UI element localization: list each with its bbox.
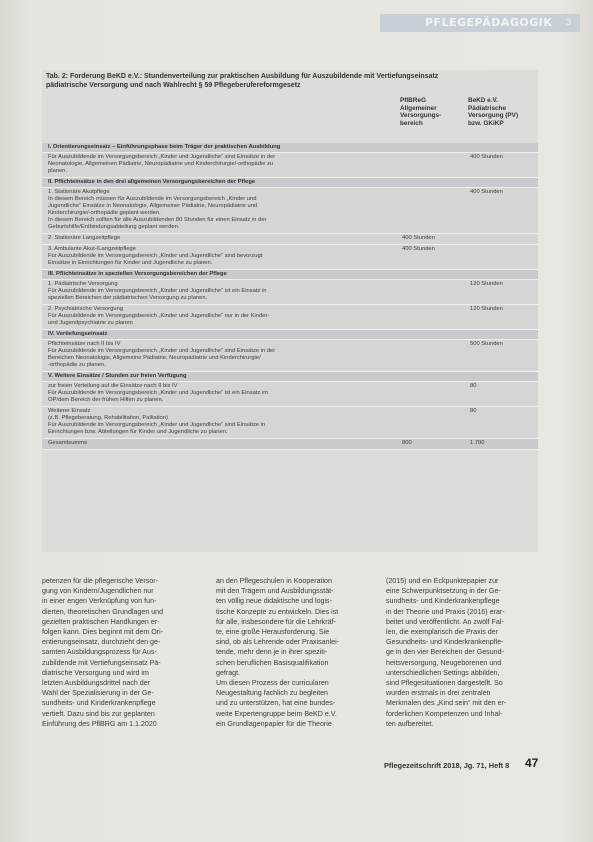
- general-hours: 400 Stunden: [402, 246, 435, 252]
- section-title: PFLEGEPÄDAGOGIK: [425, 16, 553, 29]
- row-line: OP/dem Bereich der frühen Hilfen zu planen.: [48, 397, 164, 403]
- row-line: Für Auszubildende im Versorgungsbereich „Kinder und Jugendliche“ nur in der Kinder-: [48, 313, 270, 319]
- row-description: [48, 235, 428, 242]
- text-line: ten völlig neue didaktische und logis-: [216, 597, 332, 606]
- table-row: [42, 280, 538, 304]
- row-line: Für Auszubildende im Versorgungsbereich „Kinder und Jugendliche“ sind Einsätze in der: [48, 348, 276, 354]
- row-line: Geburtshilfe/Entbindungsabteilung geplant werden.: [48, 224, 180, 230]
- row-line: 1. Pädiatrische Versorgung: [48, 281, 118, 287]
- text-line: ge in den vier Bereichen der Gesund-: [386, 648, 504, 657]
- text-line: dierten, theoretischen Grundlagen und: [42, 607, 164, 616]
- column-header-pediatric: [468, 97, 518, 127]
- text-line: heitsversorgung, Neugeborenen und: [386, 658, 502, 667]
- table-row: [42, 153, 538, 177]
- text-line: und zu unterstützen, hat eine bundes-: [216, 699, 336, 708]
- row-line: Einsätze in Einrichtungen für Kinder und Jugendliche zu planen.: [48, 260, 213, 266]
- table-section-row: [42, 270, 538, 279]
- row-line: 2. Stationäre Langzeitpflege: [48, 235, 121, 241]
- text-line: sundheits- und Kinderkrankenpflege: [386, 597, 500, 606]
- row-line: Jugendliche“ Einsätze in Neonatologie, Allgemeiner Pädiatrie, Neuropädiatrie und: [48, 203, 258, 209]
- text-line: beitet und veröffentlicht. An zwölf Fal-: [386, 617, 504, 626]
- page-marker: 3: [566, 17, 572, 27]
- text-line: Merkmalen des „Kind sein“ mit den er-: [386, 699, 507, 708]
- text-line: letzten Ausbildungsdrittel nach der: [42, 679, 151, 688]
- row-line: Weiterer Einsatz: [48, 408, 91, 414]
- text-line: tende, mehr denn je in ihrer speziti-: [216, 648, 328, 657]
- text-line: diatrische Versorgung und wird im: [42, 668, 149, 677]
- text-line: gung von Kindern/Jugendlichen nur: [42, 587, 154, 596]
- row-line: und Jugendpsychiatrie zu planen: [48, 320, 133, 326]
- column-header-line: Pädiatrische: [468, 104, 507, 112]
- text-line: sundheits- und Kinderkrankenpflege: [42, 699, 156, 708]
- text-line: Um diesen Prozess der curricularen: [216, 679, 329, 688]
- row-line: Kinderchirurgie/-orthopädie geplant werden.: [48, 210, 161, 216]
- column-header-line: Versorgung (PV): [468, 112, 519, 119]
- page-number: 47: [525, 756, 539, 770]
- text-line: ten aufbereitet.: [386, 719, 434, 728]
- text-line: samten Ausbildungsprozess für Aus-: [42, 648, 157, 657]
- row-line: Bereichen Neonatologie, Allgemeine Pädiatrie, Neuropädiatrie und Kinderchirurgie/: [48, 355, 261, 361]
- row-description: [48, 154, 428, 175]
- table-row: [42, 234, 538, 244]
- row-description: [48, 440, 428, 447]
- row-line: III. Pflichteinsätze in speziellen Versorgungsbereichen der Pflege: [48, 271, 227, 277]
- row-line: Für Auszubildende im Versorgungsbereich „Kinder und Jugendliche“ ist ein Einsatz im: [48, 390, 269, 396]
- row-line: Pflichteinsätze nach II bis IV: [48, 341, 121, 347]
- row-line: (z.B. Pflegeberatung, Rehabilitation, Palliation): [48, 415, 168, 421]
- text-line: zubildende mit Vertiefungseinsatz Pä-: [42, 658, 161, 667]
- row-line: IV. Vertiefungseinsatz: [48, 331, 108, 337]
- table-total-row: [42, 439, 538, 449]
- row-line: -orthopädie zu planen.: [48, 362, 106, 368]
- text-line: petenzen für die pflegerische Versor-: [42, 577, 158, 585]
- row-line: II. Pflichteinsätze in den drei allgemeinen Versorgungsbereichen der Pflege: [48, 179, 256, 185]
- text-line: wurden erstmals in drei zentralen: [386, 689, 491, 698]
- text-line: folgen kann. Dies beginnt mit dem Ori-: [42, 628, 164, 637]
- table-caption: [46, 72, 534, 90]
- row-line: 1. Stationäre Akutpflege: [48, 189, 110, 195]
- pediatric-hours: 400 Stunden: [470, 154, 503, 160]
- text-column-3: [386, 576, 544, 729]
- journal-citation: Pflegezeitschrift 2018, Jg. 71, Heft 8: [384, 761, 510, 770]
- text-line: in einer engen Verknüpfung von fun-: [42, 597, 157, 606]
- general-hours: 400 Stunden: [402, 235, 435, 241]
- text-line: in der Theorie und Praxis (2016) erar-: [386, 607, 505, 616]
- row-divider: [42, 449, 538, 450]
- text-line: entierungseinsatz, durchzieht den ge-: [42, 638, 161, 647]
- column-header-line: Versorgungs-: [400, 112, 442, 119]
- column-header-general: [400, 97, 441, 127]
- text-column-2: [216, 576, 374, 729]
- text-line: an den Pflegeschulen in Kooperation: [216, 577, 332, 585]
- text-line: tische Konzepte zu entwickeln. Dies ist: [216, 607, 339, 616]
- row-description: [48, 246, 428, 267]
- text-line: Wahl der Spezialisierung in der Ge-: [42, 689, 154, 698]
- table-caption-line: Tab. 2: Forderung BeKD e.V.: Stundenverteilung zur praktischen Ausbildung für Auszubildende mit Vertiefungseinsatz: [46, 73, 439, 80]
- pediatric-hours: 120 Stunden: [470, 281, 503, 287]
- row-line: Gesamtsumme: [48, 440, 88, 446]
- row-line: speziellen Bereichen der pädiatrischen Versorgung zu planen.: [48, 295, 208, 301]
- text-line: (2015) und ein Eckpunktepapier zur: [386, 577, 499, 585]
- row-description: [48, 179, 428, 186]
- text-line: für alle, insbesondere für die Lehrkräf-: [216, 617, 336, 626]
- row-line: Für Auszubildende im Versorgungsbereich „Kinder und Jugendliche“ sind Einsätze in der: [48, 154, 276, 160]
- text-line: sind Pflegesituationen dargestellt. So: [386, 679, 503, 688]
- text-column-1: [42, 576, 200, 729]
- row-description: [48, 281, 428, 302]
- row-line: Für Auszubildende im Versorgungsbereich „Kinder und Jugendliche“ sind Einsätze in: [48, 422, 266, 428]
- text-line: ein Grundlagenpapier für die Theorie: [216, 719, 332, 728]
- row-description: [48, 408, 428, 436]
- text-line: gezielten praktischen Handlungen er-: [42, 617, 160, 626]
- row-description: [48, 383, 428, 404]
- general-hours: 800: [402, 440, 412, 446]
- row-description: [48, 331, 428, 338]
- table-row: [42, 340, 538, 371]
- text-line: forderlichen Kompetenzen und Inhal-: [386, 709, 503, 718]
- row-line: In diesem Bereich müssen für Auszubildende im Versorgungsbereich „Kinder und: [48, 196, 257, 202]
- text-line: Neugestaltung fachlich zu begleiten: [216, 689, 329, 698]
- row-description: [48, 341, 428, 369]
- row-description: [48, 189, 428, 231]
- text-line: mit den Trägern und Ausbildungsstät-: [216, 587, 334, 596]
- table-row: [42, 245, 538, 269]
- text-line: gefragt.: [216, 668, 241, 677]
- text-line: eine Schwerpunktsetzung in der Ge-: [386, 587, 501, 596]
- row-line: 2. Psychiatrische Versorgung: [48, 306, 124, 312]
- table-row: [42, 382, 538, 406]
- text-line: Gesundheits- und Kinderkrankenpfle-: [386, 638, 504, 647]
- text-line: weite Expertengruppe beim BeKD e.V.: [216, 709, 337, 718]
- column-header-line: BeKD e.V.: [468, 97, 498, 104]
- pediatric-hours: 120 Stunden: [470, 306, 503, 312]
- column-header-line: bzw. GKiKP: [468, 119, 504, 127]
- table-section-row: [42, 143, 538, 152]
- text-line: vertieft. Dazu sind bis zur geplanten: [42, 709, 155, 718]
- row-line: Einrichtungen bzw. Abteilungen für Kinder und Jugendliche zu planen.: [48, 429, 228, 435]
- table-row: [42, 407, 538, 438]
- row-line: 3. Ambulante Akut-/Langzeitpflege: [48, 246, 136, 252]
- pediatric-hours: 1.700: [470, 440, 485, 446]
- row-line: V. Weitere Einsätze / Stunden zur freien Verfügung: [48, 373, 187, 379]
- row-line: In diesem Bereich sollten für alle Auszubildenden 80 Stunden für einen Einsatz in der: [48, 217, 267, 223]
- row-line: zur freien Verteilung auf die Einsätze nach II bis IV: [48, 383, 178, 389]
- table-caption-line: pädiatrische Versorgung und nach Wahlrecht § 59 Pflegeberufereformgesetz: [46, 82, 301, 89]
- pediatric-hours: 400 Stunden: [470, 189, 503, 195]
- table-section-row: [42, 178, 538, 187]
- pediatric-hours: 80: [470, 408, 477, 414]
- row-line: Für Auszubildende im Versorgungsbereich „Kinder und Jugendliche“ ist ein Einsatz in: [48, 288, 267, 294]
- table-row: [42, 305, 538, 329]
- column-header-line: Allgemeiner: [400, 104, 437, 112]
- text-line: sind, ob als Lehrende oder Praxisanlei-: [216, 638, 340, 647]
- row-line: planen.: [48, 168, 68, 174]
- text-line: Einführung des PflBRG am 1.1.2020: [42, 719, 157, 728]
- row-description: [48, 271, 428, 278]
- text-line: len, die exemplarisch die Praxis der: [386, 628, 498, 637]
- text-line: unterschiedlichen Settings abbilden,: [386, 668, 500, 677]
- table-section-row: [42, 372, 538, 381]
- row-line: I. Orientierungseinsatz – Einführungsphase beim Träger der praktischen Ausbildung: [48, 144, 281, 150]
- row-line: Neonatologie, Allgemeinen Pädiatrie, Neuropädiatrie und Kinderchirurgie/-orthopädie zu: [48, 161, 274, 167]
- pediatric-hours: 500 Stunden: [470, 341, 503, 347]
- table-row: [42, 188, 538, 233]
- row-description: [48, 144, 428, 151]
- row-description: [48, 306, 428, 327]
- text-line: te, eine große Herausforderung. Sie: [216, 628, 330, 637]
- table-section-row: [42, 330, 538, 339]
- column-header-line: PflBReG: [400, 97, 426, 104]
- row-line: Für Auszubildende im Versorgungsbereich „Kinder und Jugendliche“ sind bevorzugt: [48, 253, 263, 259]
- row-description: [48, 373, 428, 380]
- column-header-line: bereich: [400, 119, 423, 127]
- text-line: schen beruflichen Basisqualifikation: [216, 658, 329, 667]
- pediatric-hours: 80: [470, 383, 477, 389]
